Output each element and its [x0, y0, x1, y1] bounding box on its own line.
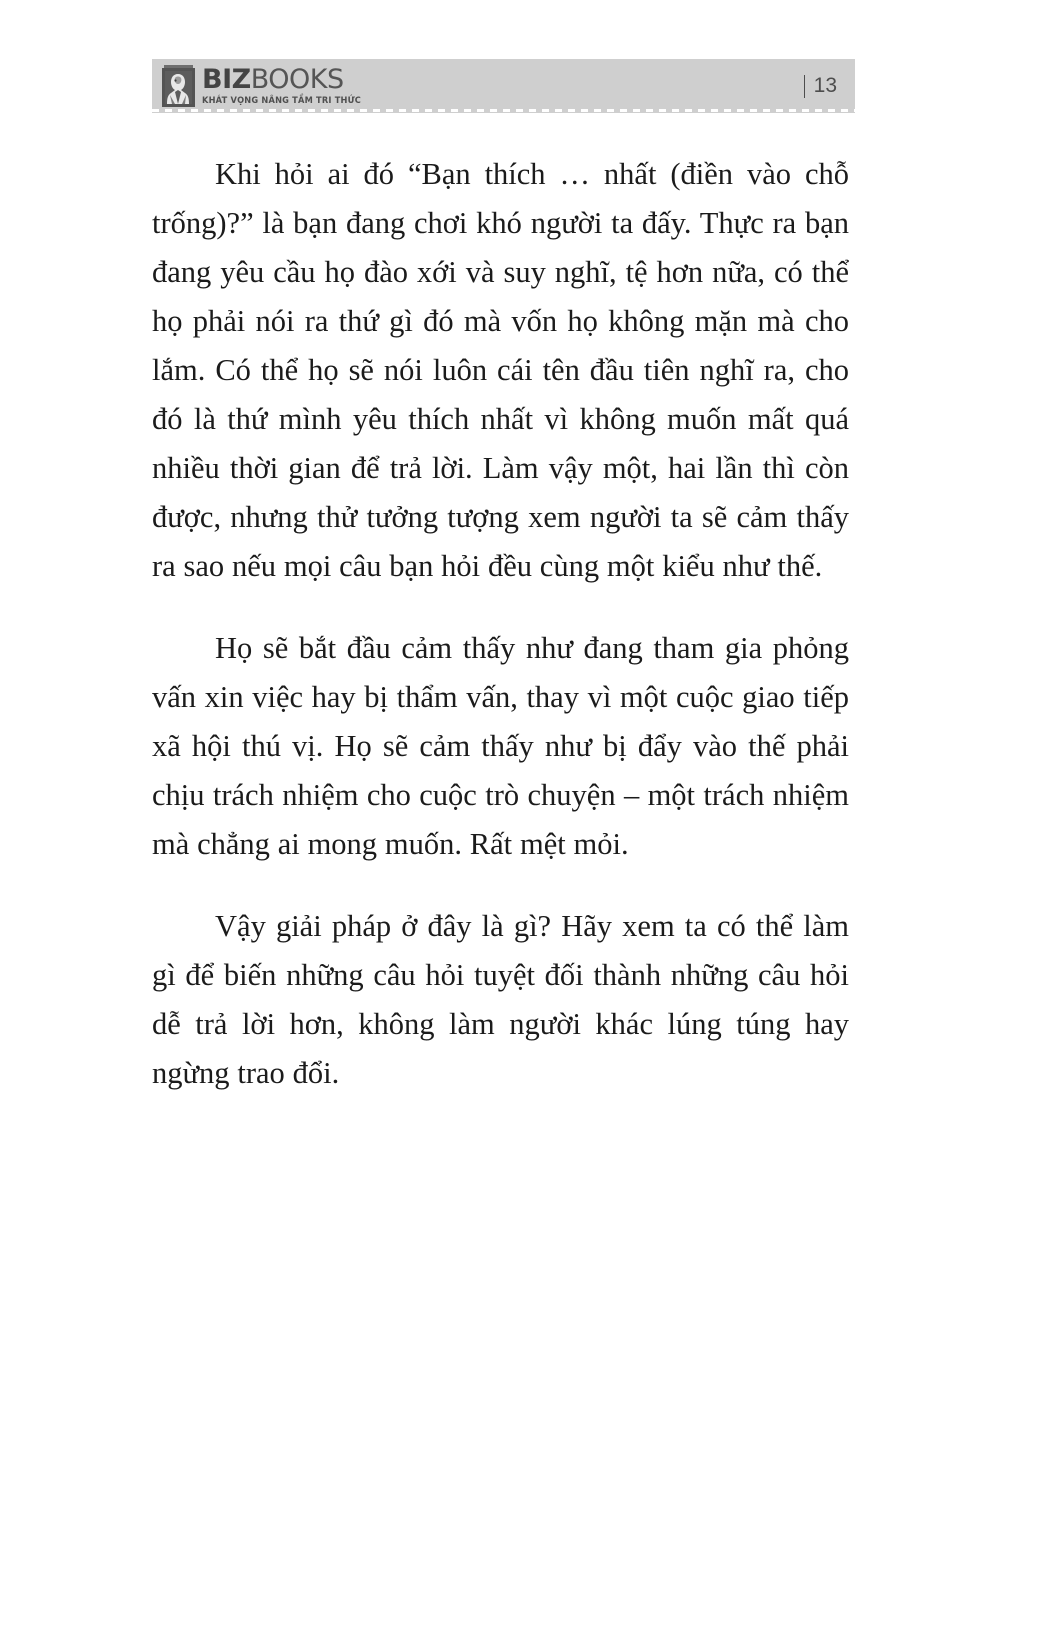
- paragraph: Khi hỏi ai đó “Bạn thích … nhất (điền vào chỗ trống)?” là bạn đang chơi khó người ta đấy. Thực ra bạn đang yêu cầu họ đào xới và suy nghĩ, tệ hơn nữa, có thể họ phải nói ra thứ gì đó mà vốn họ không mặn mà cho lắm. Có thể họ sẽ nói luôn cái tên đầu tiên nghĩ ra, cho đó là thứ mình yêu thích nhất vì không muốn mất quá nhiều thời gian để trả lời. Làm vậy một, hai lần thì còn được, nhưng thử tưởng tượng xem người ta sẽ cảm thấy ra sao nếu mọi câu bạn hỏi đều cùng một kiểu như thế.: [152, 157, 849, 583]
- paragraph: Vậy giải pháp ở đây là gì? Hãy xem ta có thể làm gì để biến những câu hỏi tuyệt đối thành những câu hỏi dễ trả lời hơn, không làm người khác lúng túng hay ngừng trao đổi.: [152, 909, 849, 1090]
- logo-text-block: [202, 66, 366, 106]
- logo-tagline: KHÁT VỌNG NÂNG TẦM TRI THỨC: [202, 96, 361, 107]
- logo-wordmark: [202, 64, 366, 96]
- body-text: [152, 150, 849, 1098]
- bizbooks-logo: [162, 64, 366, 108]
- page-number: 13: [813, 74, 837, 97]
- paragraph: Họ sẽ bắt đầu cảm thấy như đang tham gia phỏng vấn xin việc hay bị thẩm vấn, thay vì một cuộc giao tiếp xã hội thú vị. Họ sẽ cảm thấy như bị đẩy vào thế phải chịu trách nhiệm cho cuộc trò chuyện – một trách nhiệm mà chẳng ai mong muốn. Rất mệt mỏi.: [152, 631, 849, 861]
- running-header: [152, 59, 855, 113]
- logo-wordmark-books: BOOKS: [250, 64, 344, 96]
- logo-wordmark-biz: BIZ: [202, 64, 251, 96]
- book-portrait-icon: [162, 65, 195, 107]
- page-folio: [804, 74, 841, 98]
- folio-divider: [804, 75, 805, 98]
